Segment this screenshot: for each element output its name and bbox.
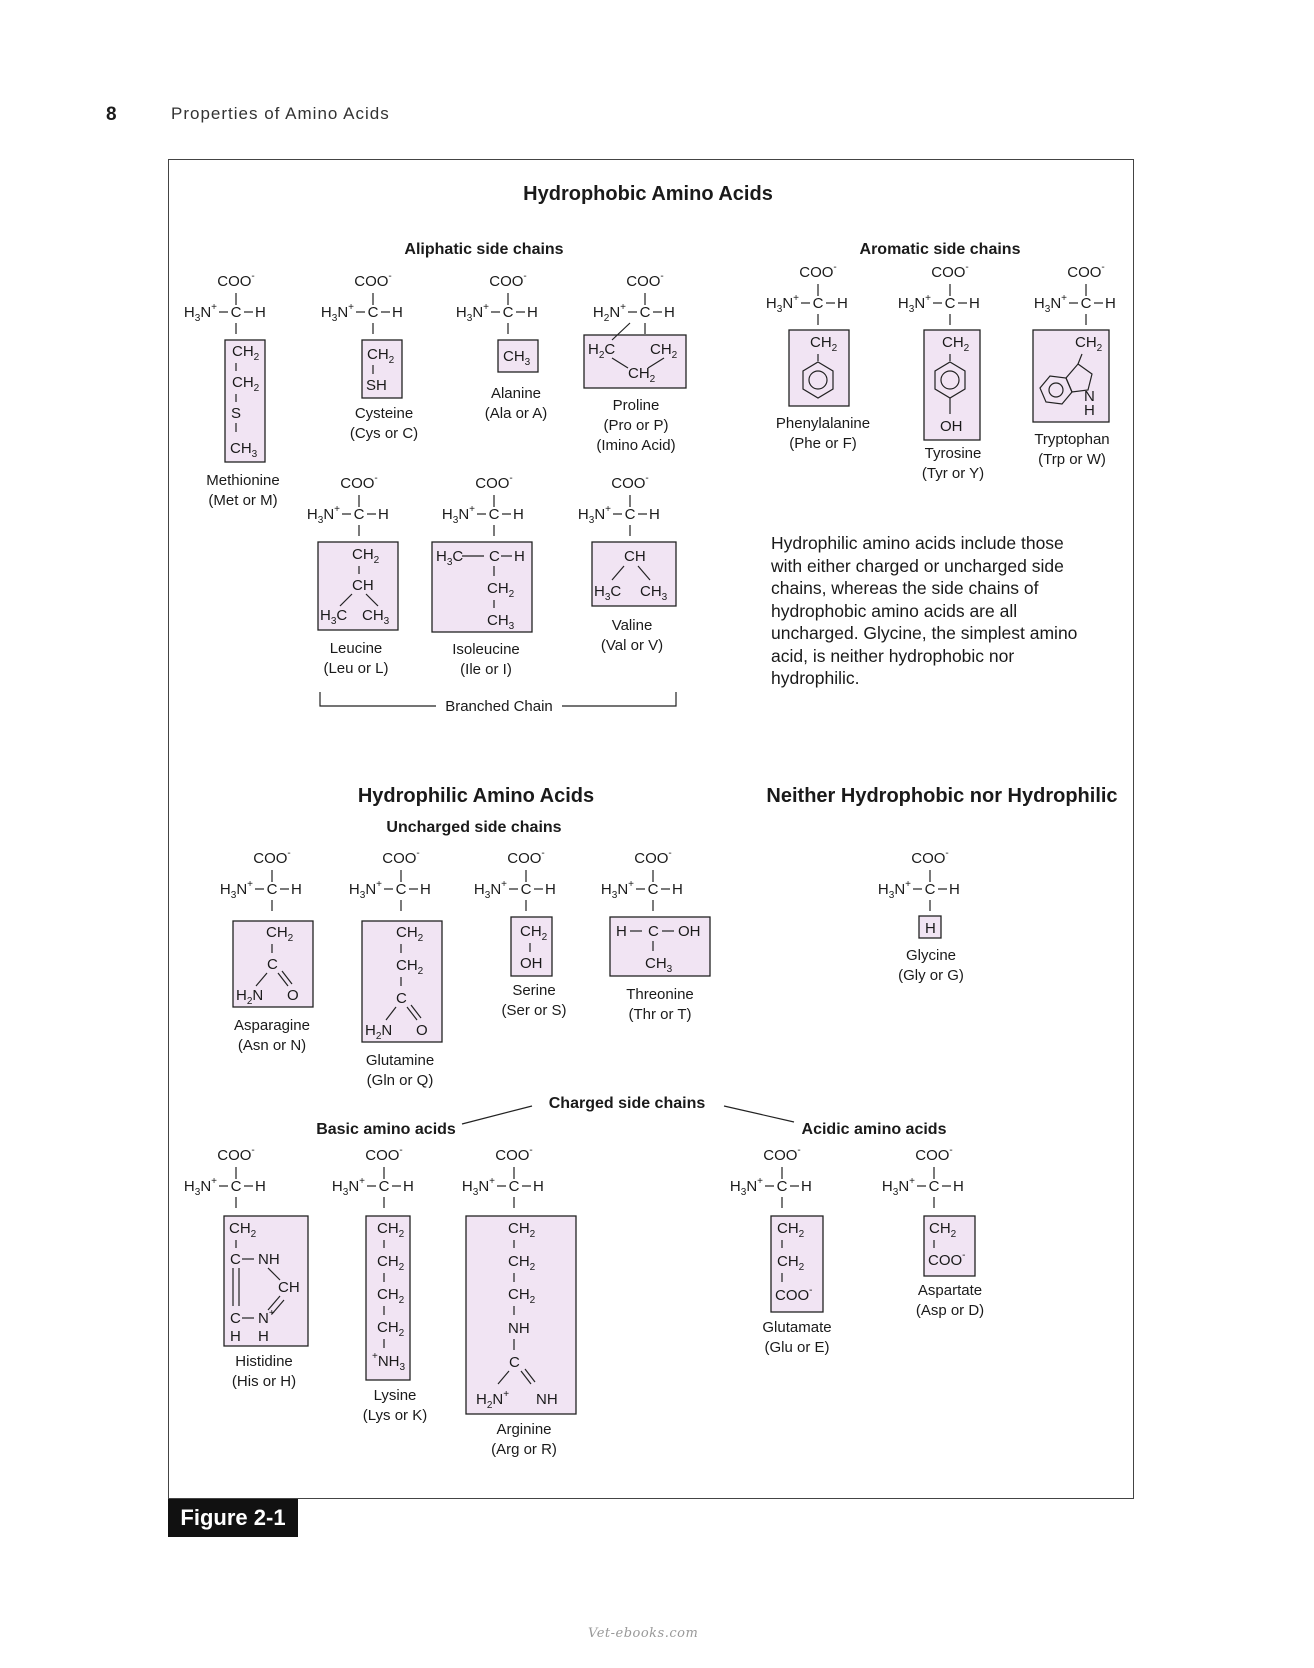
svg-text:CH2: $CH_2$ (396, 957, 424, 977)
svg-text:NH: NH (536, 1391, 558, 1408)
serine-structure (474, 848, 556, 976)
arginine-name: Arginine (496, 1421, 552, 1438)
svg-text:OH: OH (520, 955, 543, 972)
heading-hydrophobic: Hydrophobic Amino Acids (523, 183, 773, 205)
svg-text:NH: NH (508, 1320, 530, 1337)
svg-text:CH3: $CH_3$ (503, 348, 531, 368)
lysine-abbr: (Lys or K) (362, 1407, 428, 1424)
svg-text:C: C (230, 1310, 241, 1327)
hydrophilic-note: Hydrophilic amino acids include those with either charged or uncharged side chains, whereas the side chains of hydrophobic amino acids are all uncharged. Glycine, the simplest amino acid, is neither hydrophobic nor hydrophilic. (771, 533, 1078, 688)
cysteine-abbr: (Cys or C) (349, 425, 419, 442)
aspartate-name: Aspartate (917, 1282, 983, 1299)
svg-text:S: S (231, 405, 242, 422)
svg-text:CH2: $CH_2$ (508, 1253, 536, 1273)
proline-structure (584, 271, 686, 388)
valine-abbr: (Val or V) (600, 637, 664, 654)
svg-text:H3C: $H_3C$ (594, 583, 622, 603)
isoleucine-structure (432, 473, 532, 632)
leucine-abbr: (Leu or L) (323, 660, 389, 677)
cysteine-name: Cysteine (354, 405, 414, 422)
svg-text:CH3: $CH_3$ (230, 440, 258, 460)
glycine-abbr: (Gly or G) (898, 967, 964, 984)
glutamate-structure (730, 1145, 823, 1312)
svg-text:CH2: $CH_2$ (377, 1253, 405, 1273)
aspartate-abbr: (Asp or D) (915, 1302, 985, 1319)
svg-text:C: C (489, 548, 500, 565)
branched-chain-label: Branched Chain (445, 698, 553, 715)
svg-text:CH2: $CH_2$ (377, 1220, 405, 1240)
proline-imino: (Imino Acid) (596, 437, 676, 454)
heading-charged: Charged side chains (548, 1095, 706, 1112)
svg-text:CH2: $CH_2$ (810, 334, 838, 354)
svg-text:H2N+: $H_2N^+$ (476, 1389, 510, 1411)
isoleucine-name: Isoleucine (452, 641, 520, 658)
methionine-abbr: (Met or M) (208, 492, 278, 509)
svg-text:COO-: COO- (775, 1285, 813, 1304)
leucine-name: Leucine (329, 640, 383, 657)
svg-text:NH: NH (258, 1251, 280, 1268)
svg-text:CH2: $CH_2$ (266, 924, 294, 944)
asparagine-name: Asparagine (234, 1017, 310, 1034)
glutamine-name: Glutamine (365, 1052, 435, 1069)
asparagine-structure (220, 848, 313, 1007)
glycine-name: Glycine (905, 947, 957, 964)
charged-to-acidic-line (724, 1106, 794, 1122)
glutamine-abbr: (Gln or Q) (366, 1072, 434, 1089)
tryptophan-abbr: (Trp or W) (1038, 451, 1106, 468)
svg-text:N+: N+ (258, 1308, 275, 1327)
page-number: 8 (106, 104, 117, 125)
svg-text:C: C (509, 1354, 520, 1371)
svg-text:H: H (1084, 402, 1095, 419)
svg-text:H: H (616, 923, 627, 940)
svg-text:OH: OH (678, 923, 701, 940)
svg-text:H3C: $H_3C$ (436, 548, 464, 568)
svg-text:H: H (925, 920, 936, 937)
glutamate-name: Glutamate (762, 1319, 832, 1336)
svg-text:CH2: $CH_2$ (777, 1253, 805, 1273)
svg-text:COO-: COO- (928, 1250, 966, 1269)
leucine-structure (307, 473, 398, 630)
svg-text:O: O (287, 987, 299, 1004)
tyrosine-abbr: (Tyr or Y) (921, 465, 985, 482)
arginine-structure (462, 1145, 576, 1414)
heading-acidic: Acidic amino acids (801, 1121, 947, 1138)
proline-name: Proline (612, 397, 660, 414)
methionine-structure (184, 271, 266, 462)
svg-text:H: H (514, 548, 525, 565)
svg-text:CH2: $CH_2$ (520, 923, 548, 943)
watermark: Vet-ebooks.com (588, 1626, 699, 1641)
heading-aromatic: Aromatic side chains (859, 241, 1021, 258)
svg-text:H2N: $H_2N$ (365, 1022, 393, 1042)
svg-text:OH: OH (940, 418, 963, 435)
methionine-name: Methionine (206, 472, 280, 489)
cysteine-structure (321, 271, 403, 398)
svg-text:CH2: $CH_2$ (508, 1286, 536, 1306)
svg-text:H2C: $H_2C$ (588, 341, 616, 361)
svg-text:C: C (648, 923, 659, 940)
svg-text:+NH3: $^+NH_3$ (372, 1351, 406, 1373)
svg-text:CH: CH (278, 1279, 300, 1296)
running-title: Properties of Amino Acids (171, 104, 390, 123)
tyrosine-name: Tyrosine (924, 445, 982, 462)
svg-text:CH2: $CH_2$ (929, 1220, 957, 1240)
svg-text:C: C (396, 990, 407, 1007)
glycine-structure (878, 848, 960, 938)
alanine-name: Alanine (490, 385, 542, 402)
arginine-abbr: (Arg or R) (491, 1441, 557, 1458)
lysine-name: Lysine (373, 1387, 417, 1404)
svg-text:CH2: $CH_2$ (232, 374, 260, 394)
svg-text:CH2: $CH_2$ (352, 546, 380, 566)
threonine-structure (601, 848, 710, 976)
svg-text:N: N (1084, 388, 1095, 405)
isoleucine-abbr: (Ile or I) (460, 661, 512, 678)
svg-text:H2N: $H_2N$ (236, 987, 264, 1007)
svg-text:CH2: $CH_2$ (367, 346, 395, 366)
histidine-name: Histidine (235, 1353, 293, 1370)
histidine-structure (184, 1145, 308, 1346)
proline-abbr: (Pro or P) (603, 417, 669, 434)
svg-text:CH: CH (624, 548, 646, 565)
svg-text:CH3: $CH_3$ (640, 583, 668, 603)
svg-text:C: C (230, 1251, 241, 1268)
valine-structure (578, 473, 676, 606)
tryptophan-name: Tryptophan (1034, 431, 1110, 448)
threonine-name: Threonine (626, 986, 694, 1003)
svg-text:SH: SH (366, 377, 387, 394)
tryptophan-structure (1033, 262, 1116, 422)
svg-text:H: H (230, 1328, 241, 1345)
phenylalanine-structure (766, 262, 849, 406)
serine-name: Serine (512, 982, 556, 999)
asparagine-abbr: (Asn or N) (237, 1037, 307, 1054)
charged-to-basic-line (462, 1106, 532, 1124)
tyrosine-structure (898, 262, 980, 440)
svg-text:CH3: $CH_3$ (362, 607, 390, 627)
heading-aliphatic: Aliphatic side chains (404, 241, 564, 258)
svg-text:CH2: $CH_2$ (377, 1286, 405, 1306)
svg-text:CH2: $CH_2$ (396, 924, 424, 944)
serine-abbr: (Ser or S) (501, 1002, 567, 1019)
phenylalanine-abbr: (Phe or F) (789, 435, 857, 452)
figure-label: Figure 2-1 (168, 1499, 298, 1537)
heading-neither: Neither Hydrophobic nor Hydrophilic (766, 785, 1118, 807)
heading-basic: Basic amino acids (316, 1121, 456, 1138)
svg-text:H3C: $H_3C$ (320, 607, 348, 627)
svg-text:O: O (416, 1022, 428, 1039)
svg-text:CH2: $CH_2$ (487, 580, 515, 600)
svg-text:CH2: $CH_2$ (229, 1220, 257, 1240)
aspartate-structure (882, 1145, 975, 1276)
svg-text:CH2: $CH_2$ (942, 334, 970, 354)
svg-text:CH2: $CH_2$ (377, 1319, 405, 1339)
alanine-structure (456, 271, 538, 372)
glutamine-structure (349, 848, 442, 1042)
heading-hydrophilic: Hydrophilic Amino Acids (357, 785, 595, 807)
svg-text:CH3: $CH_3$ (487, 612, 515, 632)
svg-text:CH2: $CH_2$ (777, 1220, 805, 1240)
svg-text:CH: CH (352, 577, 374, 594)
svg-text:CH2: $CH_2$ (628, 365, 656, 385)
svg-text:CH2: $CH_2$ (232, 343, 260, 363)
glutamate-abbr: (Glu or E) (764, 1339, 830, 1356)
svg-text:CH3: $CH_3$ (645, 955, 673, 975)
svg-text:H: H (258, 1328, 269, 1345)
svg-text:CH2: $CH_2$ (1075, 334, 1103, 354)
heading-uncharged: Uncharged side chains (386, 819, 562, 836)
histidine-abbr: (His or H) (231, 1373, 297, 1390)
alanine-abbr: (Ala or A) (484, 405, 548, 422)
threonine-abbr: (Thr or T) (628, 1006, 692, 1023)
lysine-structure (332, 1145, 414, 1380)
svg-text:CH2: $CH_2$ (508, 1220, 536, 1240)
valine-name: Valine (611, 617, 653, 634)
svg-text:C: C (267, 956, 278, 973)
phenylalanine-name: Phenylalanine (775, 415, 871, 432)
svg-text:CH2: $CH_2$ (650, 341, 678, 361)
